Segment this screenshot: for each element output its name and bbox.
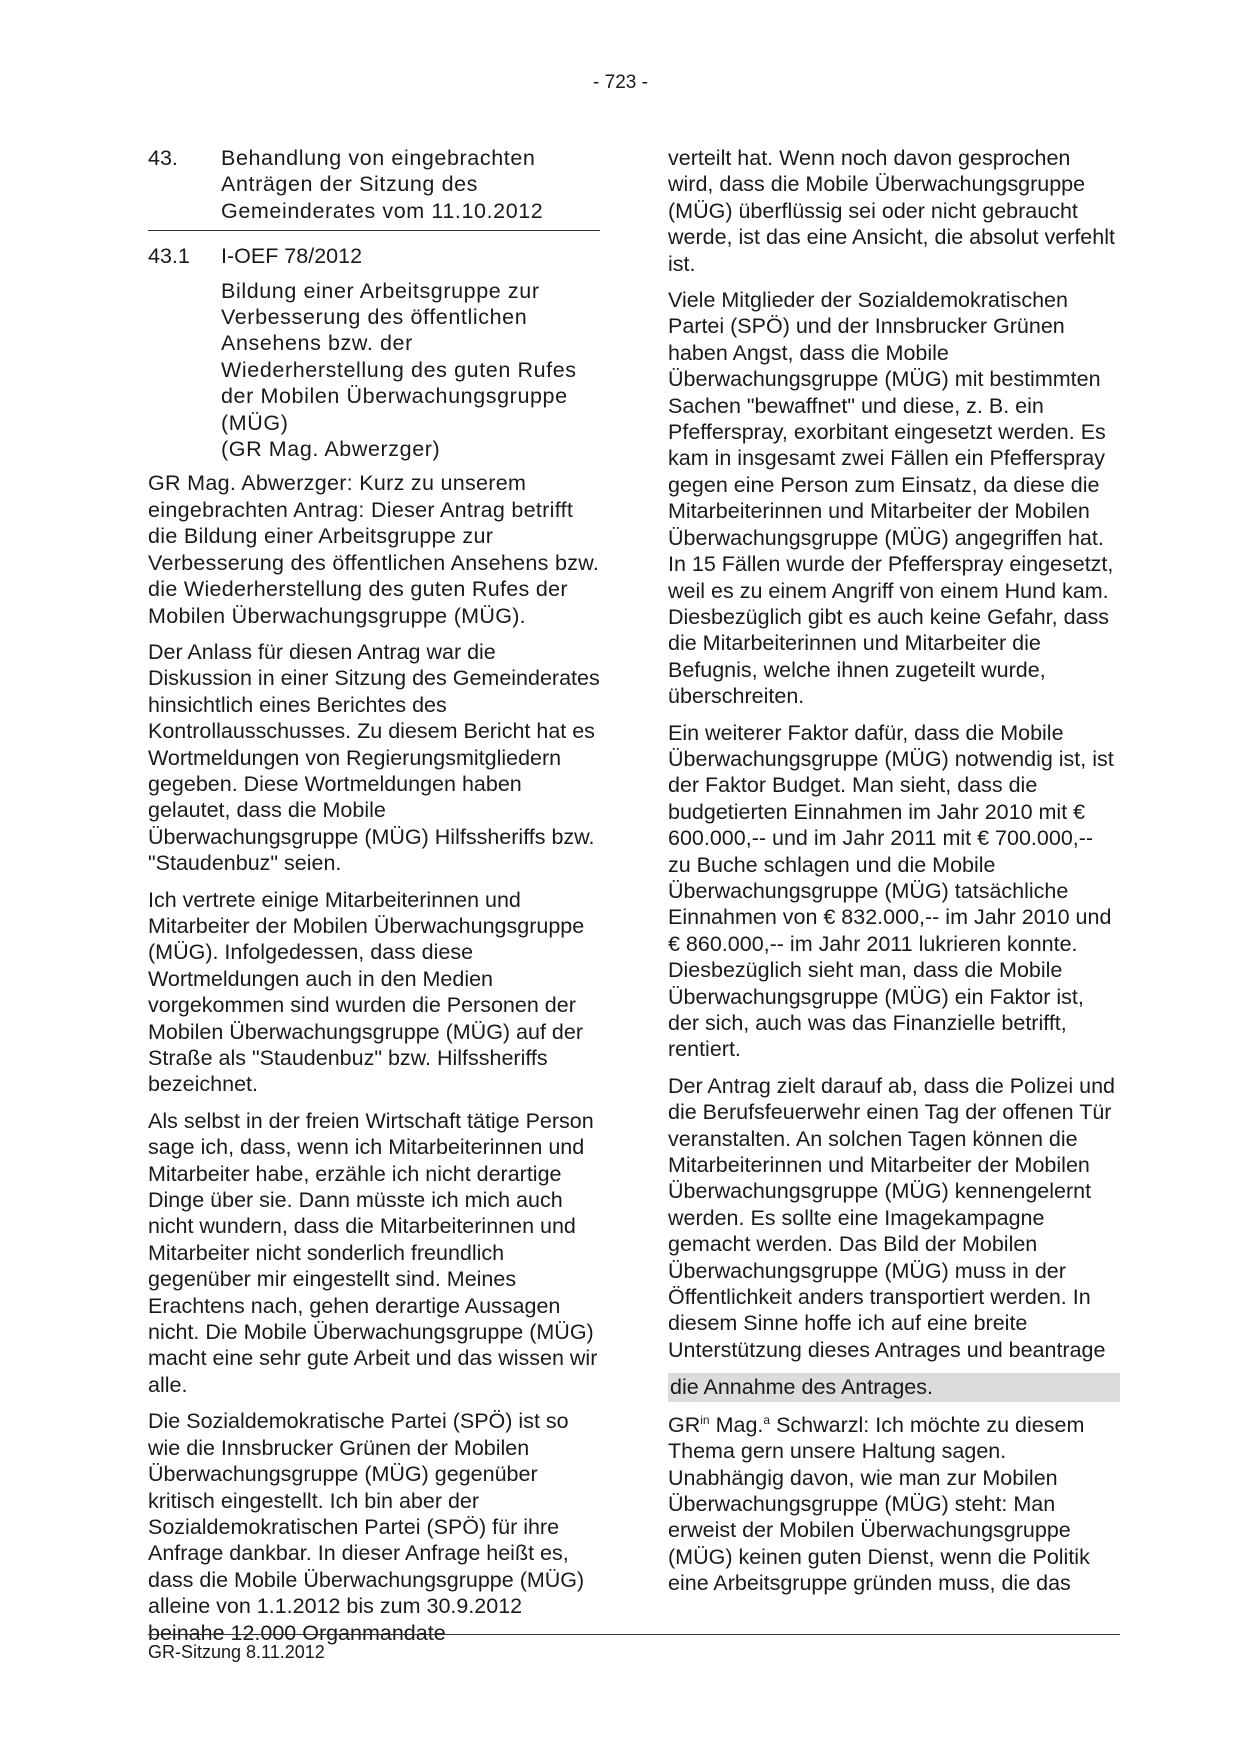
speaker-title-mag-suffix: a [763, 1412, 771, 1427]
speaker-title-gr: GR [668, 1412, 701, 1437]
right-column [668, 145, 1120, 1607]
paragraph: verteilt hat. Wenn noch davon gesprochen wird, dass die Mobile Überwachungsgruppe (MÜG) überflüssig sei oder nicht gebraucht werde, ist das eine Ansicht, die absolut verfehlt ist. [668, 146, 1115, 276]
paragraph: Als selbst in der freien Wirtschaft tätige Person sage ich, dass, wenn ich Mitarbeiterinnen und Mitarbeiter habe, erzähle ich nicht derartige Dinge über sie. Dann müsste ich mich auch nicht wundern, dass die Mitarbeiterinnen und Mitarbeiter nicht sonderlich freundlich gegenüber mir eingestellt sind. Meines Erachtens nach, gehen derartige Aussagen nicht. Die Mobile Überwachungsgruppe (MÜG) macht eine sehr gute Arbeit und das wissen wir alle. [148, 1108, 598, 1397]
subitem-code: I-OEF 78/2012 [221, 244, 363, 269]
subitem-number: 43.1 [148, 244, 190, 269]
footer-session-date: GR-Sitzung 8.11.2012 [148, 1642, 325, 1662]
left-column [148, 145, 600, 1656]
subitem-heading [148, 243, 600, 269]
speaker-text: Schwarzl: Ich möchte zu diesem Thema gern unsere Haltung sagen. Unabhängig davon, wie man zur Mobilen Überwachungsgruppe (MÜG) steht: Man erweist der Mobilen Überwachungsgruppe (MÜG) keinen guten Dienst, wenn die Politik eine Arbeitsgruppe gründen muss, die das [668, 1412, 1090, 1596]
footer-divider [148, 1634, 1120, 1635]
agenda-item-heading [148, 145, 600, 231]
subitem-author: (GR Mag. Abwerzger) [221, 437, 441, 462]
paragraph: Viele Mitglieder der Sozialdemokratischen Partei (SPÖ) und der Innsbrucker Grünen haben Angst, dass die Mobile Überwachungsgruppe (MÜG) mit bestimmten Sachen "bewaffnet" und diese, z. B. ein Pfefferspray, exorbitant eingesetzt werden. Es kam in insgesamt zwei Fällen ein Pfefferspray gegen eine Person zum Einsatz, da diese die Mitarbeiterinnen und Mitarbeiter der Mobilen Überwachungsgruppe (MÜG) angegriffen hat. In 15 Fällen wurde der Pfefferspray eingesetzt, weil es zu einem Angriff von einem Hund kam. Diesbezüglich gibt es auch keine Gefahr, dass die Mitarbeiterinnen und Mitarbeiter die Befugnis, welche ihnen zugeteilt wurde, überschreiten. [668, 288, 1114, 709]
paragraph: Der Antrag zielt darauf ab, dass die Polizei und die Berufsfeuerwehr einen Tag der offenen Tür veranstalten. An solchen Tagen können die Mitarbeiterinnen und Mitarbeiter der Mobilen Überwachungsgruppe (MÜG) kennengelernt werden. Es sollte eine Imagekampagne gemacht werden. Das Bild der Mobilen Überwachungsgruppe (MÜG) muss in der Öffentlichkeit anders transportiert werden. In diesem Sinne hoffe ich auf eine breite Unterstützung dieses Antrages und beantrage [668, 1073, 1115, 1362]
paragraph: Ich vertrete einige Mitarbeiterinnen und Mitarbeiter der Mobilen Überwachungsgruppe (MÜG). Infolgedessen, dass diese Wortmeldungen auch in den Medien vorgekommen sind wurden die Personen der Mobilen Überwachungsgruppe (MÜG) auf der Straße als "Staudenbuz" bzw. Hilfssheriffs bezeichnet. [148, 887, 585, 1097]
subitem-title-block [221, 278, 600, 463]
speaker-title-mag: Mag. [715, 1412, 764, 1437]
subitem-title: Bildung einer Arbeitsgruppe zur Verbesserung des öffentlichen Ansehens bzw. der Wiederherstellung des guten Rufes der Mobilen Überwachungsgruppe (MÜG) [221, 278, 577, 435]
speaker-paragraph [668, 1412, 1120, 1597]
agenda-item-title: Behandlung von eingebrachten Anträgen der Sitzung des Gemeinderates vom 11.10.2012 [221, 146, 544, 223]
speaker-title-gr-suffix: in [700, 1412, 710, 1427]
agenda-item-number: 43. [148, 146, 178, 170]
paragraph: Ein weiterer Faktor dafür, dass die Mobile Überwachungsgruppe (MÜG) notwendig ist, ist der Faktor Budget. Man sieht, dass die budgetierten Einnahmen im Jahr 2010 mit € 600.000,-- und im Jahr 2011 mit € 700.000,-- zu Buche schlagen und die Mobile Überwachungsgruppe (MÜG) tatsächliche Einnahmen von € 832.000,-- im Jahr 2010 und € 860.000,-- im Jahr 2011 lukrieren konnte. Diesbezüglich sieht man, dass die Mobile Überwachungsgruppe (MÜG) ein Faktor ist, der sich, auch was das Finanzielle betrifft, rentiert. [668, 720, 1114, 1062]
motion-highlight: die Annahme des Antrages. [668, 1373, 1120, 1401]
paragraph: Die Sozialdemokratische Partei (SPÖ) ist so wie die Innsbrucker Grünen der Mobilen Überwachungsgruppe (MÜG) gegenüber kritisch eingestellt. Ich bin aber der Sozialdemokratischen Partei (SPÖ) für ihre Anfrage dankbar. In dieser Anfrage heißt es, dass die Mobile Überwachungsgruppe (MÜG) alleine von 1.1.2012 bis zum 30.9.2012 beinahe 12.000 Organmandate [148, 1409, 585, 1645]
paragraph: GR Mag. Abwerzger: Kurz zu unserem eingebrachten Antrag: Dieser Antrag betrifft die Bildung einer Arbeitsgruppe zur Verbesserung des öffentlichen Ansehens bzw. die Wiederherstellung des guten Rufes der Mobilen Überwachungsgruppe (MÜG). [148, 471, 600, 628]
page-number: - 723 - [593, 72, 648, 93]
paragraph: Der Anlass für diesen Antrag war die Diskussion in einer Sitzung des Gemeinderates hinsichtlich eines Berichtes des Kontrollausschusses. Zu diesem Bericht hat es Wortmeldungen von Regierungsmitgliedern gegeben. Diese Wortmeldungen haben gelautet, dass die Mobile Überwachungsgruppe (MÜG) Hilfssheriffs bzw. "Staudenbuz" seien. [148, 639, 600, 876]
